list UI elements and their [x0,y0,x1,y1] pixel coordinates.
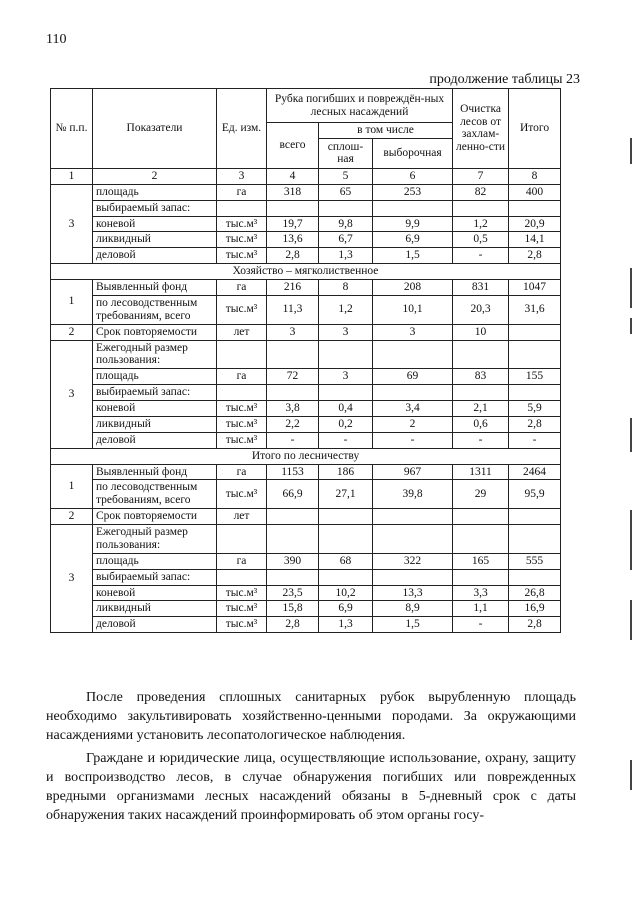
row-unit: тыс.м³ [217,232,267,248]
cell [509,324,561,340]
cell: 2,1 [453,401,509,417]
row-unit: тыс.м³ [217,617,267,633]
cell: 3 [319,369,373,385]
table-row [51,324,561,340]
table-caption: продолжение таблицы 23 [429,72,580,87]
table-row [51,340,561,369]
cell: 66,9 [267,480,319,509]
row-label: площадь [93,553,217,569]
scan-edge-mark [630,600,632,640]
row-num: 3 [51,184,93,263]
row-unit: лет [217,324,267,340]
cell: 23,5 [267,585,319,601]
section-row [51,448,561,464]
body-text [46,688,576,829]
cell [453,509,509,525]
cell: 0,6 [453,416,509,432]
row-label: Ежегодный размер пользования: [93,525,217,554]
row-unit: тыс.м³ [217,432,267,448]
cell: 68 [319,553,373,569]
cell [509,509,561,525]
section-row [51,264,561,280]
row-unit: га [217,184,267,200]
cell: 8,9 [373,601,453,617]
cell: 8 [319,280,373,296]
cell: 967 [373,464,453,480]
cell: 3,4 [373,401,453,417]
row-label: коневой [93,585,217,601]
cell: 1,3 [319,248,373,264]
cell: 65 [319,184,373,200]
cell: 29 [453,480,509,509]
cell: 3 [373,324,453,340]
table-row [51,525,561,554]
cell: 9,9 [373,216,453,232]
cell: 318 [267,184,319,200]
cell: 13,3 [373,585,453,601]
row-label: коневой [93,216,217,232]
row-num: 2 [51,509,93,525]
row-label: Выявленный фонд [93,464,217,480]
cell: 95,9 [509,480,561,509]
row-label: ликвидный [93,416,217,432]
header-indicators: Показатели [93,89,217,169]
cell: 186 [319,464,373,480]
row-unit: га [217,369,267,385]
cell: 2,8 [509,617,561,633]
cell: 9,8 [319,216,373,232]
table-row [51,601,561,617]
row-label: Срок повторяемости [93,324,217,340]
row-unit: га [217,280,267,296]
row-unit: тыс.м³ [217,585,267,601]
row-unit: тыс.м³ [217,480,267,509]
colnum-3: 3 [217,168,267,184]
cell: 322 [373,553,453,569]
cell: 10,1 [373,295,453,324]
header-felling-group: Рубка погибших и повреждён-ных лесных насаждений [267,89,453,123]
colnum-2: 2 [93,168,217,184]
row-label: Ежегодный размер пользования: [93,340,217,369]
colnum-6: 6 [373,168,453,184]
cell: 10 [453,324,509,340]
table-row [51,585,561,601]
colnum-8: 8 [509,168,561,184]
cell [373,509,453,525]
row-label: Выявленный фонд [93,280,217,296]
colnum-1: 1 [51,168,93,184]
table-row [51,295,561,324]
section-title-total: Итого по лесничеству [51,448,561,464]
cell: 2,8 [509,416,561,432]
cell: 155 [509,369,561,385]
cell: 2 [373,416,453,432]
row-label: деловой [93,432,217,448]
cell: 1153 [267,464,319,480]
colnum-5: 5 [319,168,373,184]
header-clear: сплош-ная [319,138,373,168]
cell: 165 [453,553,509,569]
table-row [51,200,561,216]
cell: 216 [267,280,319,296]
header-itogo: Итого [509,89,561,169]
row-label: ликвидный [93,232,217,248]
row-label: коневой [93,401,217,417]
cell: 26,8 [509,585,561,601]
cell: 6,9 [373,232,453,248]
row-unit: тыс.м³ [217,401,267,417]
header-including: в том числе [319,123,453,139]
row-label: деловой [93,248,217,264]
page-number: 110 [46,32,67,47]
cell [267,509,319,525]
cell: 19,7 [267,216,319,232]
header-total: всего [267,123,319,169]
scan-edge-mark [630,760,632,790]
cell: 10,2 [319,585,373,601]
colnum-7: 7 [453,168,509,184]
section-title-soft: Хозяйство – мягколиственное [51,264,561,280]
table-row [51,416,561,432]
cell: 14,1 [509,232,561,248]
cell: 0,2 [319,416,373,432]
row-unit: тыс.м³ [217,248,267,264]
cell: 1,2 [319,295,373,324]
scan-edge-mark [630,318,632,334]
cell: 3,3 [453,585,509,601]
row-label: выбираемый запас: [93,569,217,585]
paragraph-1: После проведения сплошных санитарных рубок вырубленную площадь необходимо закультивировать хозяйственно-ценными породами. За окружающими насаждениями установить лесопатологическое наблюдения. [46,690,576,743]
cell: 208 [373,280,453,296]
cell: 27,1 [319,480,373,509]
row-label: выбираемый запас: [93,385,217,401]
cell: 1311 [453,464,509,480]
table-row [51,401,561,417]
table-row [51,509,561,525]
data-table [50,88,561,633]
row-num: 1 [51,280,93,325]
cell [319,509,373,525]
cell: 5,9 [509,401,561,417]
row-unit: лет [217,509,267,525]
header-cleaning: Очистка лесов от захлам-ленно-сти [453,89,509,169]
row-num: 1 [51,464,93,509]
cell: 15,8 [267,601,319,617]
cell: - [373,432,453,448]
cell: - [453,248,509,264]
row-label: площадь [93,184,217,200]
row-label: Срок повторяемости [93,509,217,525]
table-row [51,432,561,448]
cell: 2,8 [509,248,561,264]
row-num: 2 [51,324,93,340]
cell: 83 [453,369,509,385]
cell: 1,5 [373,617,453,633]
scan-edge-mark [630,510,632,570]
cell: 72 [267,369,319,385]
cell: 1,5 [373,248,453,264]
cell: 3,8 [267,401,319,417]
table-row [51,369,561,385]
cell: 2,8 [267,617,319,633]
row-label: выбираемый запас: [93,200,217,216]
cell: 82 [453,184,509,200]
header-unit: Ед. изм. [217,89,267,169]
row-label: площадь [93,369,217,385]
row-num: 3 [51,525,93,633]
cell: 16,9 [509,601,561,617]
cell: - [319,432,373,448]
row-unit: тыс.м³ [217,601,267,617]
row-label: по лесоводственным требованиям, всего [93,480,217,509]
table-row [51,480,561,509]
cell: 2,8 [267,248,319,264]
table-row [51,385,561,401]
row-label: ликвидный [93,601,217,617]
cell: 2,2 [267,416,319,432]
cell: 400 [509,184,561,200]
cell: 1,1 [453,601,509,617]
cell: 13,6 [267,232,319,248]
row-unit: га [217,553,267,569]
cell: 39,8 [373,480,453,509]
row-unit: тыс.м³ [217,216,267,232]
colnum-4: 4 [267,168,319,184]
cell: 3 [319,324,373,340]
header-selective: выборочная [373,138,453,168]
cell: 6,7 [319,232,373,248]
cell: 69 [373,369,453,385]
cell: 3 [267,324,319,340]
row-num: 3 [51,340,93,448]
table-row [51,464,561,480]
cell: 390 [267,553,319,569]
cell: 1,2 [453,216,509,232]
row-unit: тыс.м³ [217,295,267,324]
table-row [51,232,561,248]
cell: 2464 [509,464,561,480]
cell: - [509,432,561,448]
scan-edge-mark [630,138,632,164]
cell: 31,6 [509,295,561,324]
cell: - [453,617,509,633]
cell: 20,3 [453,295,509,324]
table-row [51,617,561,633]
paragraph-2: Граждане и юридические лица, осуществляющие использование, охрану, защиту и воспроизводство лесов, в случае обнаружения погибших или поврежденных вредными организмами лесных насаждений обязаны в 5-дневный срок с даты обнаружения таких насаждений проинформировать об этом органы госу- [46,751,576,823]
cell: 1,3 [319,617,373,633]
cell: 1047 [509,280,561,296]
cell: 6,9 [319,601,373,617]
row-label: по лесоводственным требованиям, всего [93,295,217,324]
table-row [51,280,561,296]
cell: 253 [373,184,453,200]
row-label: деловой [93,617,217,633]
cell: 555 [509,553,561,569]
cell: 0,4 [319,401,373,417]
cell: - [267,432,319,448]
table-row [51,248,561,264]
scan-edge-mark [630,268,632,308]
cell: 20,9 [509,216,561,232]
table-row [51,216,561,232]
table-row [51,184,561,200]
row-unit: га [217,464,267,480]
scan-edge-mark [630,418,632,452]
cell: 11,3 [267,295,319,324]
table-row [51,553,561,569]
header-num: № п.п. [51,89,93,169]
cell: 0,5 [453,232,509,248]
table-row [51,569,561,585]
cell: 831 [453,280,509,296]
cell: - [453,432,509,448]
row-unit: тыс.м³ [217,416,267,432]
